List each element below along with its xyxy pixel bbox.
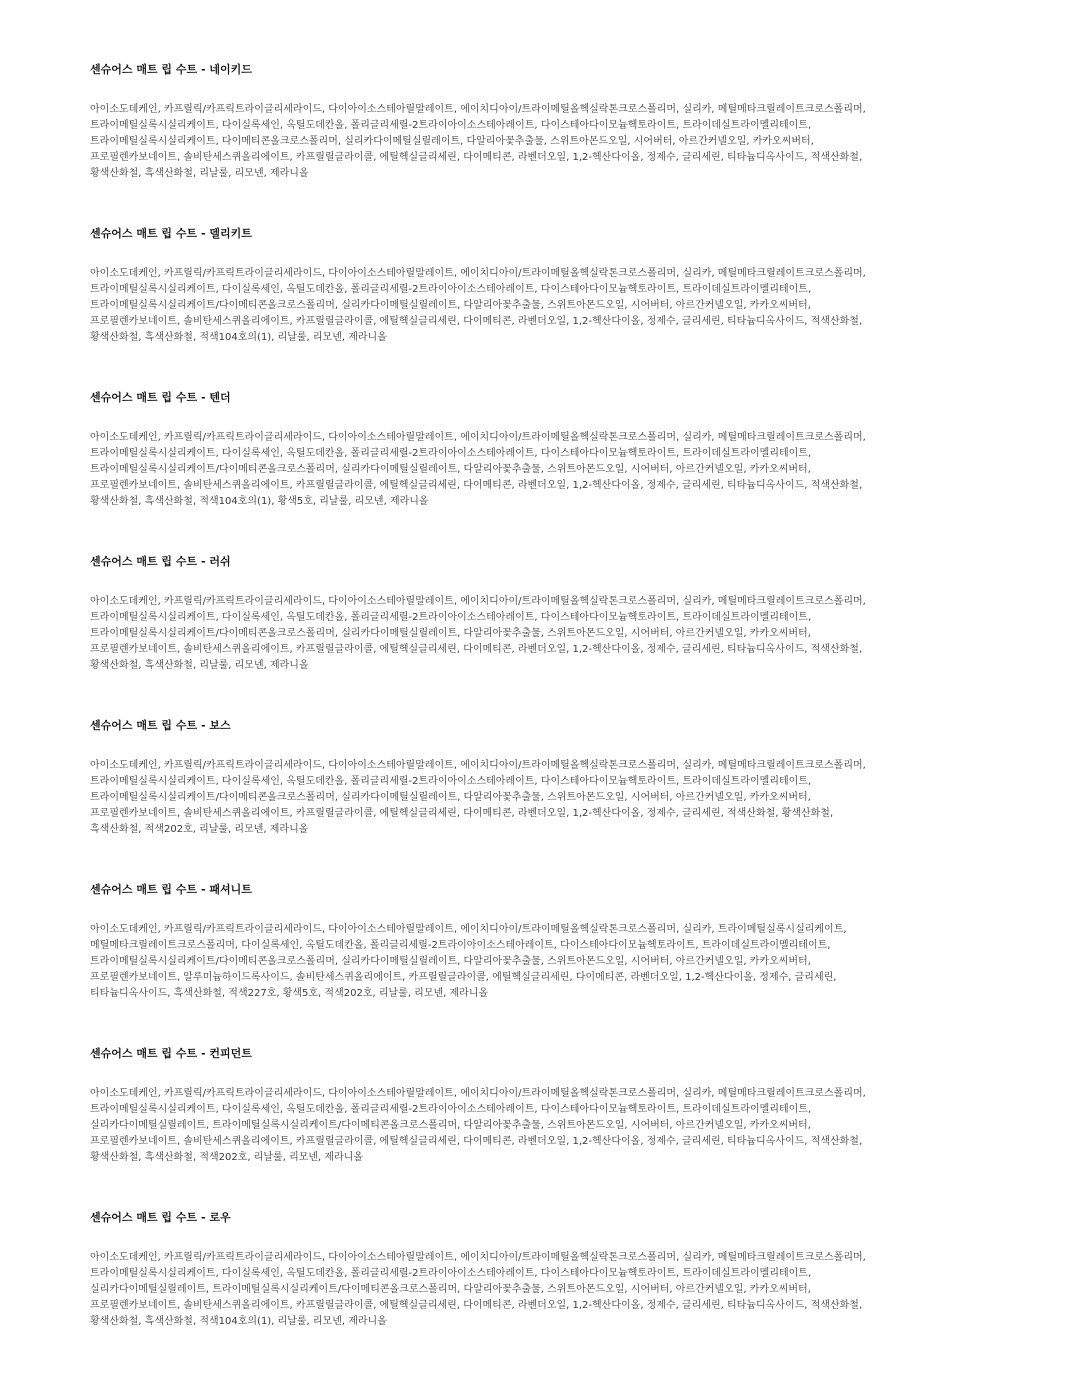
- ingredient-line: 프로필렌카보네이트, 솔비탄세스퀴올리에이트, 카프릴릴글라이콜, 에틸헥실글리세린, 다이메티콘, 라벤더오일, 1,2-헥산다이올, 정제수, 글리세린, 티타늄디옥사이드, 적색산화철,: [90, 1300, 863, 1311]
- ingredient-list: [90, 102, 990, 182]
- ingredient-line: 황색산화철, 흑색산화철, 적색104호의(1), 리날룰, 리모넨, 제라니올: [90, 332, 387, 343]
- ingredient-list: [90, 758, 990, 838]
- product-section-boss: [90, 718, 990, 882]
- ingredient-line: 트라이메틸실록시실리케이트, 다이실록세인, 옥틸도데칸올, 폴리글리세릴-2트라이아이소스테아레이트, 다이스테아다이모늄헥토라이트, 트라이데실트라이멜리테이트,: [90, 120, 812, 131]
- ingredient-line: 트라이메틸실록시실리케이트/다이메티콘올크로스폴리머, 실리카다이메틸실릴레이트, 다알리아꽃추출물, 스위트아몬드오일, 시어버터, 아르간커넬오일, 카카오씨버터,: [90, 300, 811, 311]
- ingredient-line: 트라이메틸실록시실리케이트/다이메티콘올크로스폴리머, 실리카다이메틸실릴레이트, 다알리아꽃추출물, 스위트아몬드오일, 시어버터, 아르간커넬오일, 카카오씨버터,: [90, 628, 811, 639]
- ingredient-list: [90, 1250, 990, 1330]
- ingredient-line: 흑색산화철, 적색202호, 리날룰, 리모넨, 제라니올: [90, 824, 309, 835]
- ingredient-line: 프로필렌카보네이트, 솔비탄세스퀴올리에이트, 카프릴릴글라이콜, 에틸헥실글리세린, 다이메티콘, 라벤더오일, 1,2-헥산다이올, 정제수, 글리세린, 적색산화철, 황색산화철,: [90, 808, 834, 819]
- ingredient-line: 트라이메틸실록시실리케이트, 다이실록세인, 옥틸도데칸올, 폴리글리세릴-2트라이아이소스테아레이트, 다이스테아다이모늄헥토라이트, 트라이데실트라이멜리테이트,: [90, 776, 812, 787]
- ingredient-list: [90, 922, 990, 1002]
- product-title: 센슈어스 매트 립 수트 - 보스: [90, 719, 231, 732]
- ingredient-line: 메틸메타크릴레이트크로스폴리머, 다이실록세인, 옥틸도데칸올, 폴리글리세릴-2트라이아이소스테아레이트, 다이스테아다이모늄헥토라이트, 트라이데실트라이멜리테이트,: [90, 940, 831, 951]
- ingredient-line: 프로필렌카보네이트, 알루미늄하이드록사이드, 솔비탄세스퀴올리에이트, 카프릴릴글라이콜, 에틸헥실글리세린, 다이메티콘, 라벤더오일, 1,2-헥산다이올, 정제수, 글리세린,: [90, 972, 837, 983]
- ingredient-line: 아이소도데케인, 카프릴릭/카프릭트라이글리세라이드, 다이아이소스테아릴말레이트, 에이치디아이/트라이메틸올헥실락톤크로스폴리머, 실리카, 메틸메타크릴레이트크로스폴리머,: [90, 432, 866, 443]
- ingredient-line: 프로필렌카보네이트, 솔비탄세스퀴올리에이트, 카프릴릴글라이콜, 에틸헥실글리세린, 다이메티콘, 라벤더오일, 1,2-헥산다이올, 정제수, 글리세린, 티타늄디옥사이드, 적색산화철,: [90, 480, 863, 491]
- ingredient-line: 황색산화철, 흑색산화철, 리날룰, 리모넨, 제라니올: [90, 168, 309, 179]
- ingredient-line: 아이소도데케인, 카프릴릭/카프릭트라이글리세라이드, 다이아이소스테아릴말레이트, 에이치디아이/트라이메틸올헥실락톤크로스폴리머, 실리카, 메틸메타크릴레이트크로스폴리머,: [90, 268, 866, 279]
- ingredient-list: [90, 1086, 990, 1166]
- ingredient-line: 프로필렌카보네이트, 솔비탄세스퀴올리에이트, 카프릴릴글라이콜, 에틸헥실글리세린, 다이메티콘, 라벤더오일, 1,2-헥산다이올, 정제수, 글리세린, 티타늄디옥사이드, 적색산화철,: [90, 1136, 863, 1147]
- product-title: 센슈어스 매트 립 수트 - 텐더: [90, 391, 231, 404]
- ingredient-document: [90, 62, 990, 1374]
- ingredient-line: 트라이메틸실록시실리케이트, 다이실록세인, 옥틸도데칸올, 폴리글리세릴-2트라이아이소스테아레이트, 다이스테아다이모늄헥토라이트, 트라이데실트라이멜리테이트,: [90, 448, 812, 459]
- product-title: 센슈어스 매트 립 수트 - 로우: [90, 1211, 231, 1224]
- ingredient-list: [90, 430, 990, 510]
- product-section-tender: [90, 390, 990, 554]
- ingredient-line: 트라이메틸실록시실리케이트/다이메티콘올크로스폴리머, 실리카다이메틸실릴레이트, 다알리아꽃추출물, 스위트아몬드오일, 시어버터, 아르간커넬오일, 카카오씨버터,: [90, 792, 811, 803]
- ingredient-line: 실리카다이메틸실릴레이트, 트라이메틸실록시실리케이트/다이메티콘올크로스폴리머, 다알리아꽃추출물, 스위트아몬드오일, 시어버터, 아르간커넬오일, 카카오씨버터,: [90, 1120, 811, 1131]
- ingredient-line: 트라이메틸실록시실리케이트, 다이메티콘올크로스폴리머, 실리카다이메틸실릴레이트, 다알리아꽃추출물, 스위트아몬드오일, 시어버터, 아르간커넬오일, 카카오씨버터,: [90, 136, 814, 147]
- product-title: 센슈어스 매트 립 수트 - 네이키드: [90, 63, 252, 76]
- ingredient-line: 트라이메틸실록시실리케이트/다이메티콘올크로스폴리머, 실리카다이메틸실릴레이트, 다알리아꽃추출물, 스위트아몬드오일, 시어버터, 아르간커넬오일, 카카오씨버터,: [90, 464, 811, 475]
- ingredient-line: 프로필렌카보네이트, 솔비탄세스퀴올리에이트, 카프릴릴글라이콜, 에틸헥실글리세린, 다이메티콘, 라벤더오일, 1,2-헥산다이올, 정제수, 글리세린, 티타늄디옥사이드, 적색산화철,: [90, 316, 863, 327]
- ingredient-line: 실리카다이메틸실릴레이트, 트라이메틸실록시실리케이트/다이메티콘올크로스폴리머, 다알리아꽃추출물, 스위트아몬드오일, 시어버터, 아르간커넬오일, 카카오씨버터,: [90, 1284, 811, 1295]
- ingredient-line: 아이소도데케인, 카프릴릭/카프릭트라이글리세라이드, 다이아이소스테아릴말레이트, 에이치디아이/트라이메틸올헥실락톤크로스폴리머, 실리카, 트라이메틸실록시실리케이트,: [90, 924, 847, 935]
- product-section-delicate: [90, 226, 990, 390]
- ingredient-line: 아이소도데케인, 카프릴릭/카프릭트라이글리세라이드, 다이아이소스테아릴말레이트, 에이치디아이/트라이메틸올헥실락톤크로스폴리머, 실리카, 메틸메타크릴레이트크로스폴리머,: [90, 1252, 866, 1263]
- ingredient-list: [90, 266, 990, 346]
- ingredient-line: 황색산화철, 흑색산화철, 적색104호의(1), 황색5호, 리날룰, 리모넨, 제라니올: [90, 496, 429, 507]
- ingredient-line: 트라이메틸실록시실리케이트, 다이실록세인, 옥틸도데칸올, 폴리글리세릴-2트라이아이소스테아레이트, 다이스테아다이모늄헥토라이트, 트라이데실트라이멜리테이트,: [90, 284, 812, 295]
- ingredient-line: 트라이메틸실록시실리케이트, 다이실록세인, 옥틸도데칸올, 폴리글리세릴-2트라이아이소스테아레이트, 다이스테아다이모늄헥토라이트, 트라이데실트라이멜리테이트,: [90, 1104, 812, 1115]
- ingredient-list: [90, 594, 990, 674]
- product-section-passionate: [90, 882, 990, 1046]
- ingredient-line: 황색산화철, 흑색산화철, 적색202호, 리날룰, 리모넨, 제라니올: [90, 1152, 364, 1163]
- ingredient-line: 아이소도데케인, 카프릴릭/카프릭트라이글리세라이드, 다이아이소스테아릴말레이트, 에이치디아이/트라이메틸올헥실락톤크로스폴리머, 실리카, 메틸메타크릴레이트크로스폴리머,: [90, 760, 866, 771]
- ingredient-line: 트라이메틸실록시실리케이트, 다이실록세인, 옥틸도데칸올, 폴리글리세릴-2트라이아이소스테아레이트, 다이스테아다이모늄헥토라이트, 트라이데실트라이멜리테이트,: [90, 1268, 812, 1279]
- ingredient-line: 황색산화철, 흑색산화철, 리날룰, 리모넨, 제라니올: [90, 660, 309, 671]
- product-section-naked: [90, 62, 990, 226]
- product-section-rush: [90, 554, 990, 718]
- ingredient-line: 티타늄디옥사이드, 흑색산화철, 적색227호, 황색5호, 적색202호, 리날룰, 리모넨, 제라니올: [90, 988, 489, 999]
- ingredient-line: 트라이메틸실록시실리케이트, 다이실록세인, 옥틸도데칸올, 폴리글리세릴-2트라이아이소스테아레이트, 다이스테아다이모늄헥토라이트, 트라이데실트라이멜리테이트,: [90, 612, 812, 623]
- ingredient-line: 트라이메틸실록시실리케이트/다이메티콘올크로스폴리머, 실리카다이메틸실릴레이트, 다알리아꽃추출물, 스위트아몬드오일, 시어버터, 아르간커넬오일, 카카오씨버터,: [90, 956, 811, 967]
- ingredient-line: 아이소도데케인, 카프릴릭/카프릭트라이글리세라이드, 다이아이소스테아릴말레이트, 에이치디아이/트라이메틸올헥실락톤크로스폴리머, 실리카, 메틸메타크릴레이트크로스폴리머,: [90, 596, 866, 607]
- ingredient-line: 프로필렌카보네이트, 솔비탄세스퀴올리에이트, 카프릴릴글라이콜, 에틸헥실글리세린, 다이메티콘, 라벤더오일, 1,2-헥산다이올, 정제수, 글리세린, 티타늄디옥사이드, 적색산화철,: [90, 644, 863, 655]
- product-section-raw: [90, 1210, 990, 1374]
- product-title: 센슈어스 매트 립 수트 - 델리키트: [90, 227, 252, 240]
- product-section-confident: [90, 1046, 990, 1210]
- ingredient-line: 황색산화철, 흑색산화철, 적색104호의(1), 리날룰, 리모넨, 제라니올: [90, 1316, 387, 1327]
- ingredient-line: 아이소도데케인, 카프릴릭/카프릭트라이글리세라이드, 다이아이소스테아릴말레이트, 에이치디아이/트라이메틸올헥실락톤크로스폴리머, 실리카, 메틸메타크릴레이트크로스폴리머,: [90, 104, 866, 115]
- ingredient-line: 아이소도데케인, 카프릴릭/카프릭트라이글리세라이드, 다이아이소스테아릴말레이트, 에이치디아이/트라이메틸올헥실락톤크로스폴리머, 실리카, 메틸메타크릴레이트크로스폴리머,: [90, 1088, 866, 1099]
- product-title: 센슈어스 매트 립 수트 - 패셔니트: [90, 883, 252, 896]
- ingredient-line: 프로필렌카보네이트, 솔비탄세스퀴올리에이트, 카프릴릴글라이콜, 에틸헥실글리세린, 다이메티콘, 라벤더오일, 1,2-헥산다이올, 정제수, 글리세린, 티타늄디옥사이드, 적색산화철,: [90, 152, 863, 163]
- product-title: 센슈어스 매트 립 수트 - 러쉬: [90, 555, 231, 568]
- product-title: 센슈어스 매트 립 수트 - 컨피던트: [90, 1047, 252, 1060]
